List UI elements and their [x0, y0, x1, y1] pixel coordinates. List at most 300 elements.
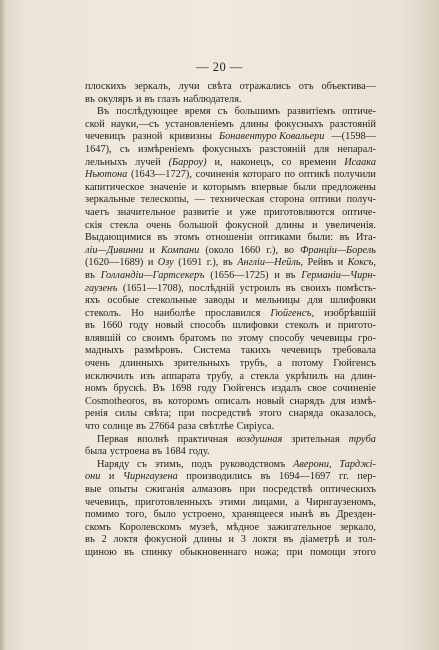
word: этомъ — [173, 232, 200, 244]
word: устроилъ — [239, 282, 281, 294]
word: пригото- — [337, 320, 376, 332]
paragraph — [85, 106, 376, 433]
word: Но — [131, 307, 144, 319]
text-line — [85, 144, 376, 157]
word: Чирнгаузеномъ, — [306, 496, 376, 508]
word: разной — [132, 131, 163, 143]
text-line — [85, 257, 376, 270]
word: на — [334, 370, 345, 382]
word: прославился — [205, 307, 261, 319]
word: Англіи—Нейль, — [237, 257, 304, 269]
word: времени — [299, 156, 337, 168]
word: исключилъ — [85, 370, 134, 382]
word: а — [277, 358, 282, 370]
word: при — [286, 546, 303, 558]
paragraph — [85, 434, 376, 459]
word: (Барроу) — [168, 156, 207, 168]
word: производились — [186, 471, 252, 483]
word: посредствѣ — [201, 408, 252, 420]
word: получили — [333, 169, 376, 181]
word: ліи—Дивинни — [85, 244, 144, 256]
word: воздушная — [236, 433, 283, 445]
word: оптикѣ — [298, 169, 331, 181]
text-line — [85, 119, 376, 132]
word: Коксъ, — [347, 257, 376, 269]
word: Королевскомъ — [119, 521, 182, 533]
word: и — [191, 181, 198, 193]
word: наконецъ, — [230, 156, 274, 168]
word: г.), — [206, 257, 219, 269]
word: особые — [107, 295, 140, 307]
word: свѣта — [207, 81, 232, 92]
word: были: — [307, 232, 334, 244]
word: (1691 — [178, 257, 203, 269]
text-line — [85, 509, 376, 522]
word: свое — [307, 383, 327, 395]
word: солнце — [102, 421, 134, 433]
word: щиною — [85, 546, 117, 558]
word: трубъ, — [239, 358, 268, 370]
word: 1647), — [85, 143, 112, 155]
word: руководствомъ — [220, 458, 286, 470]
word: объектива— — [321, 81, 376, 92]
word: локтя — [252, 534, 277, 546]
word: стекла — [110, 219, 139, 231]
word: и, — [214, 156, 223, 168]
word: увеличенія. — [325, 219, 376, 231]
text-line — [85, 270, 376, 283]
word: лельныхъ — [85, 156, 128, 168]
word: такихъ — [240, 345, 271, 357]
text-line — [85, 345, 376, 358]
word: время — [184, 106, 211, 118]
word: въ — [157, 232, 168, 244]
word: Cosmotheoros, — [85, 395, 148, 407]
word: подъ — [191, 458, 213, 470]
text-line — [85, 547, 376, 560]
word: съ — [137, 458, 147, 470]
word: снарядъ — [289, 395, 325, 407]
word: длины — [240, 118, 269, 130]
word: въ — [85, 93, 95, 105]
word: фокусныхъ — [202, 143, 252, 155]
word: оказалось, — [330, 408, 376, 420]
word: для — [307, 295, 323, 307]
word: аппарата — [161, 370, 201, 382]
word: наиболѣе — [153, 307, 196, 319]
text-line — [85, 220, 376, 233]
text-line — [85, 421, 376, 434]
word: — — [194, 194, 205, 206]
word: гро- — [358, 332, 376, 344]
word: Дрезден- — [336, 509, 376, 521]
word: большой — [178, 219, 218, 231]
word: отъ — [298, 81, 314, 92]
word: брускѣ. — [113, 383, 147, 395]
word: которомъ — [168, 395, 210, 407]
word: братомъ — [179, 332, 216, 344]
word: опыты — [108, 484, 138, 495]
word: капитическое — [85, 181, 145, 193]
word: Ньютона — [85, 169, 128, 181]
word: лучи — [178, 81, 200, 92]
word: 2 — [101, 534, 107, 546]
word: г.), — [266, 244, 279, 256]
word: отражались — [239, 81, 291, 92]
word: своимъ — [142, 332, 174, 344]
word: съ — [119, 143, 130, 155]
word: году — [197, 383, 217, 395]
word: для — [330, 395, 346, 407]
word: этого — [352, 546, 376, 558]
word: и — [325, 320, 332, 332]
word: уже — [239, 206, 257, 218]
text-line — [85, 383, 376, 396]
text-line — [85, 182, 376, 195]
word: въ — [136, 421, 146, 433]
word: стеколъ — [285, 320, 319, 332]
word: своихъ — [300, 282, 331, 294]
word: новый — [256, 395, 285, 407]
word: вполнѣ — [137, 433, 169, 445]
word: стекольные — [146, 295, 197, 307]
word: локтя — [113, 534, 138, 546]
word: новый — [155, 320, 184, 332]
word: длин- — [351, 370, 376, 382]
word: этому — [237, 332, 264, 344]
word: гаузенъ — [85, 282, 118, 294]
word: зрительныхъ — [173, 358, 230, 370]
word: трубу, — [206, 370, 233, 382]
text-line — [85, 194, 376, 207]
word: чечевицъ — [85, 131, 126, 143]
word: Сиріуса. — [236, 421, 275, 433]
text-line — [85, 308, 376, 321]
word: и — [226, 206, 233, 218]
word: и — [274, 269, 280, 281]
word: при — [178, 408, 195, 420]
word: Бонавентуро Ковальери — [219, 131, 325, 143]
word: телескопы, — [140, 194, 189, 206]
word: спинку — [141, 546, 173, 558]
word: способу — [269, 332, 305, 344]
word: сочиненіе — [332, 383, 376, 395]
word: значеніе — [149, 181, 187, 193]
word: устроена — [109, 446, 150, 458]
word: снаряда — [288, 408, 324, 420]
text-line — [85, 207, 376, 220]
word: Исаака — [344, 156, 376, 168]
text-line — [85, 358, 376, 371]
word: со — [126, 332, 137, 344]
word: пер- — [357, 471, 376, 483]
word: свѣтлѣе — [199, 421, 234, 433]
word: Въ — [152, 383, 165, 395]
word: оптиче- — [342, 106, 376, 118]
word: установленіемъ — [165, 118, 234, 130]
word: плоскихъ — [85, 81, 127, 92]
word: Голландіи—Гартсекеръ — [100, 269, 205, 281]
word: въ — [285, 269, 296, 281]
text-line — [85, 295, 376, 308]
word: мѣдное — [226, 521, 260, 533]
text-line — [85, 446, 376, 459]
word: оптическихъ — [320, 484, 376, 495]
word: они — [85, 471, 101, 483]
text-line — [85, 94, 376, 107]
word: чечевицы — [310, 332, 353, 344]
page-body-text — [85, 81, 376, 560]
word: чечевицъ, — [85, 496, 129, 508]
word: (около — [205, 244, 234, 256]
word: послѣдній — [189, 282, 235, 294]
text-line — [85, 169, 376, 182]
word: непарал- — [337, 143, 376, 155]
word: раза — [177, 421, 197, 433]
word: описалъ — [214, 395, 251, 407]
word: въ — [283, 534, 294, 546]
word: приготовляются — [263, 206, 335, 218]
word: зеркалъ, — [134, 81, 171, 92]
word: устроено, — [182, 509, 226, 521]
word: лицами, — [252, 496, 288, 508]
word: очень — [85, 358, 110, 370]
word: ножа; — [254, 546, 280, 558]
word: зеркало, — [339, 521, 376, 533]
word: длинныхъ — [119, 358, 164, 370]
word: очень — [146, 219, 172, 231]
word: влявшій — [85, 332, 121, 344]
word: діаметрѣ — [300, 534, 340, 546]
word: Тарджі- — [339, 458, 376, 470]
word: оптиками — [258, 232, 302, 244]
word: и — [228, 534, 235, 546]
word: чечевицъ — [281, 345, 322, 357]
word: чаетъ — [85, 206, 110, 218]
word: способъ — [190, 320, 226, 332]
text-line — [85, 283, 376, 296]
word: Компани — [160, 244, 200, 256]
word: силы — [114, 408, 138, 420]
word: была — [85, 446, 107, 458]
word: и — [147, 257, 154, 269]
word: лучей — [135, 156, 161, 168]
word: во — [284, 244, 295, 256]
word: Наряду — [97, 458, 130, 470]
word: мельницы — [255, 295, 300, 307]
word: послѣдующее — [116, 106, 178, 118]
word: зеркальные — [85, 194, 136, 206]
word: Аверони, — [293, 458, 332, 470]
word: сжиганія — [145, 484, 185, 495]
word: развитіе — [182, 206, 220, 218]
word: того, — [125, 509, 147, 521]
word: 1684 — [165, 446, 186, 458]
text-line — [85, 333, 376, 346]
word: въ — [319, 509, 330, 521]
text-line — [85, 408, 376, 421]
word: сочиненія — [195, 169, 239, 181]
text-line — [85, 232, 376, 245]
word: было — [153, 509, 176, 521]
word: помѣсть- — [336, 282, 376, 294]
word: въ — [152, 395, 163, 407]
word: изъ — [140, 370, 155, 382]
word: стеколъ. — [85, 307, 122, 319]
text-line — [85, 245, 376, 258]
word: (1643—1727), — [130, 169, 192, 181]
word: Первая — [97, 433, 129, 445]
text-line — [85, 371, 376, 384]
word: Гюйгенсъ — [333, 358, 376, 370]
page-number: — 20 — — [196, 60, 243, 74]
word: въ — [260, 471, 271, 483]
word: шлифовки — [232, 320, 279, 332]
word: году. — [188, 446, 210, 458]
word: 1694—1697 — [278, 471, 331, 483]
text-line — [85, 396, 376, 409]
word: а — [294, 496, 300, 508]
word: и — [108, 471, 115, 483]
word: труба — [348, 433, 376, 445]
word: Рейвъ — [307, 257, 334, 269]
word: Гюйгенсъ — [222, 383, 266, 395]
text-line — [85, 534, 376, 547]
word: нынѣ — [289, 509, 314, 521]
word: помощи — [309, 546, 346, 558]
text-line — [85, 459, 376, 472]
text-line — [85, 522, 376, 535]
word: (1656—1725) — [210, 269, 269, 281]
word: Озу — [157, 257, 174, 269]
word: 1660 — [239, 244, 261, 256]
word: 27664 — [148, 421, 175, 433]
word: фокусной — [144, 534, 187, 546]
word: гг. — [338, 471, 349, 483]
word: въ — [85, 269, 95, 281]
word: фокусныхъ — [274, 118, 324, 130]
word: номъ — [85, 383, 108, 395]
word: разстояній — [329, 118, 376, 130]
word: Въ — [97, 106, 110, 118]
word: году — [129, 320, 149, 332]
word: требовала — [332, 345, 376, 357]
word: при — [239, 484, 256, 495]
word: зрительная — [291, 433, 340, 445]
word: техническая — [210, 194, 265, 206]
word: большимъ — [234, 106, 281, 118]
word: свѣта; — [144, 408, 172, 420]
page-binding-shadow — [0, 0, 6, 650]
word: отношеніи — [205, 232, 253, 244]
word: кривизны — [169, 131, 213, 143]
word: и — [242, 295, 248, 307]
word: по — [221, 332, 233, 344]
word: длины — [193, 534, 222, 546]
word: 1698 — [170, 383, 192, 395]
word: Ита- — [355, 232, 376, 244]
word: Гюйгенсъ, — [270, 307, 315, 319]
word: тол- — [358, 534, 376, 546]
word: этимъ, — [154, 458, 184, 470]
word: яхъ — [85, 295, 100, 307]
word: оптиче- — [342, 206, 376, 218]
text-line — [85, 320, 376, 333]
word: предложены — [321, 181, 376, 193]
word: Франціи—Борель — [300, 244, 376, 256]
word: стекла — [250, 370, 279, 382]
word: и — [312, 219, 318, 231]
word: разстояній — [259, 143, 306, 155]
word: наблюдателя. — [183, 93, 242, 105]
word: музеѣ, — [189, 521, 219, 533]
word: оптики — [309, 194, 341, 206]
text-line — [85, 484, 376, 497]
word: этого — [258, 408, 282, 420]
word: по — [284, 169, 296, 181]
word: глазъ — [157, 93, 181, 105]
word: Система — [193, 345, 231, 357]
word: измѣреніемъ — [138, 143, 195, 155]
word: для — [314, 143, 330, 155]
word: въ — [144, 93, 155, 105]
word: ской — [85, 118, 105, 130]
word: хранящееся — [231, 509, 284, 521]
word: издалъ — [271, 383, 302, 395]
word: размѣровъ. — [134, 345, 183, 357]
word: Выдающимися — [85, 232, 152, 244]
word: впервые — [251, 181, 288, 193]
word: 3 — [240, 534, 246, 546]
text-line — [85, 434, 376, 447]
text-line — [85, 497, 376, 510]
word: алмазовъ — [191, 484, 232, 495]
word: укрѣпилъ — [285, 370, 328, 382]
word: зажигательное — [267, 521, 332, 533]
paragraph — [85, 459, 376, 560]
word: Германіи—Чирн- — [301, 269, 376, 281]
word: въ — [124, 546, 135, 558]
word: скомъ — [85, 521, 111, 533]
word: въ — [339, 232, 350, 244]
word: мадныхъ — [85, 345, 124, 357]
word: изобрѣвшій — [324, 307, 376, 319]
word: измѣ- — [350, 395, 376, 407]
word: обыкновеннаго — [179, 546, 247, 558]
word: фокусной — [225, 219, 269, 231]
word: длины — [275, 219, 305, 231]
text-line — [85, 471, 376, 484]
word: приготовленныхъ — [134, 496, 213, 508]
word: науки,—съ — [110, 118, 159, 130]
word: посредствѣ — [262, 484, 313, 495]
word: ренія — [85, 408, 108, 420]
word: въ — [285, 282, 296, 294]
word: которымъ — [202, 181, 246, 193]
word: (1651—1708), — [122, 282, 184, 294]
word: (1620—1689) — [85, 257, 144, 269]
word: —(1598— — [331, 131, 376, 143]
word: и — [345, 534, 352, 546]
word: и — [136, 93, 142, 105]
word: что — [85, 421, 100, 433]
word: практичная — [177, 433, 228, 445]
word: съ — [217, 106, 228, 118]
word: были — [293, 181, 317, 193]
text-line — [85, 106, 376, 119]
word: въ — [85, 320, 95, 332]
word: заводы — [204, 295, 235, 307]
